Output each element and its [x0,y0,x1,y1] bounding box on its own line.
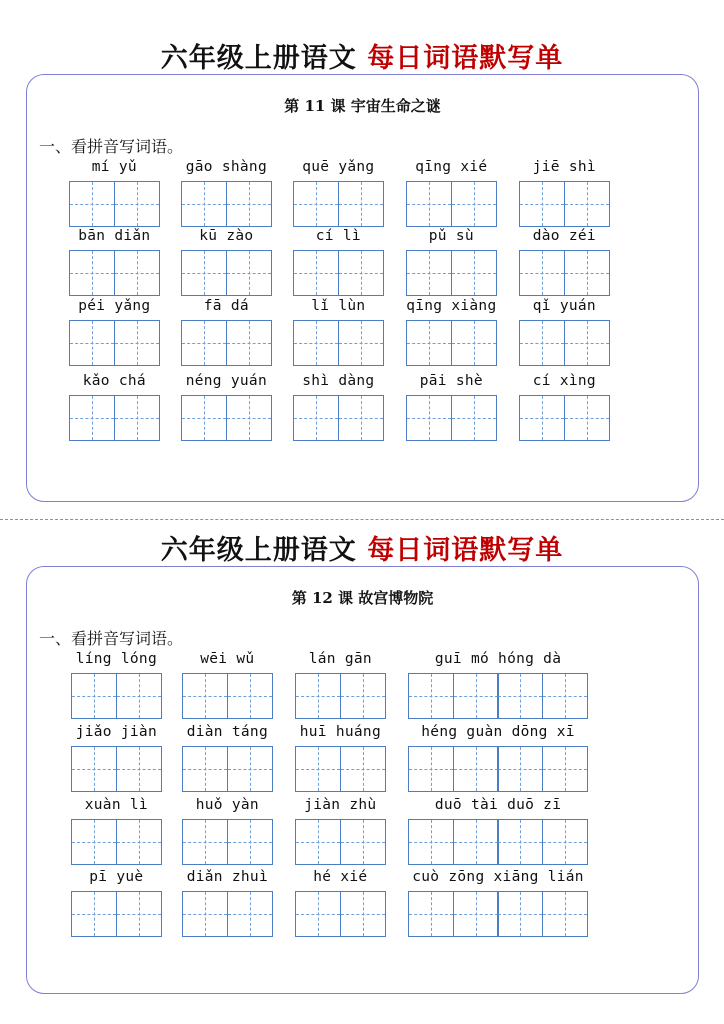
writing-cell[interactable] [564,320,610,366]
word-item [293,373,384,443]
writing-cell[interactable] [519,320,565,366]
word-item [71,724,162,794]
writing-boxes [293,320,384,366]
writing-boxes [69,320,160,366]
word-item [295,724,386,794]
writing-boxes [69,250,160,296]
writing-boxes [406,250,497,296]
pinyin-label: hé xié [313,869,368,885]
writing-cell[interactable] [114,320,160,366]
writing-cell[interactable] [293,395,339,441]
writing-cell[interactable] [406,395,452,441]
writing-cell[interactable] [71,819,117,865]
writing-cell[interactable] [497,746,543,792]
writing-cell[interactable] [340,891,386,937]
writing-boxes [295,819,386,865]
worksheet-1-title [0,36,724,75]
writing-cell[interactable] [453,819,499,865]
word-item [69,159,160,229]
pinyin-label: pī yuè [89,869,144,885]
writing-boxes [406,395,497,441]
word-item [182,651,273,721]
writing-boxes [408,819,588,865]
writing-cell[interactable] [564,395,610,441]
pinyin-label: xuàn lì [84,797,148,813]
writing-boxes [519,320,610,366]
word-item [69,228,160,298]
writing-boxes [181,181,272,227]
writing-cell[interactable] [542,746,588,792]
pinyin-label: péi yǎng [78,298,151,314]
writing-cell[interactable] [227,819,273,865]
word-item [69,298,160,368]
writing-cell[interactable] [340,819,386,865]
writing-boxes [519,395,610,441]
pinyin-label: jiǎo jiàn [75,724,157,740]
word-item [71,869,162,939]
lesson-title: 第 12 课 故宫博物院 [291,589,434,607]
writing-boxes [406,320,497,366]
writing-boxes [295,673,386,719]
writing-cell[interactable] [226,395,272,441]
writing-cell[interactable] [497,819,543,865]
writing-cell[interactable] [406,181,452,227]
writing-cell[interactable] [116,891,162,937]
writing-cell[interactable] [453,746,499,792]
writing-cell[interactable] [69,320,115,366]
writing-boxes [406,181,497,227]
worksheet-2-card [26,566,699,994]
title-accent: 每日词语默写单 [367,535,564,566]
writing-cell[interactable] [542,891,588,937]
pinyin-label: mí yǔ [91,159,137,175]
writing-cell[interactable] [71,891,117,937]
writing-cell[interactable] [181,181,227,227]
pinyin-label: cí lì [315,228,361,244]
instruction: 一、看拼音写词语。 [39,629,184,648]
writing-cell[interactable] [453,673,499,719]
word-item [71,797,162,867]
pinyin-label: dào zéi [532,228,596,244]
writing-cell[interactable] [451,181,497,227]
pinyin-label: cí xìng [532,373,596,389]
word-item [181,159,272,229]
writing-cell[interactable] [542,673,588,719]
writing-boxes [71,819,162,865]
worksheet-2-title [0,528,724,567]
word-item [181,373,272,443]
writing-cell[interactable] [338,395,384,441]
writing-cell[interactable] [408,673,454,719]
pinyin-label: néng yuán [185,373,267,389]
writing-cell[interactable] [451,395,497,441]
writing-cell[interactable] [182,746,228,792]
writing-cell[interactable] [564,250,610,296]
pinyin-label: pāi shè [419,373,483,389]
writing-boxes [182,746,273,792]
writing-cell[interactable] [69,181,115,227]
writing-cell[interactable] [406,250,452,296]
writing-cell[interactable] [69,250,115,296]
writing-cell[interactable] [340,746,386,792]
writing-boxes [519,181,610,227]
word-item [408,651,588,721]
word-item [293,298,384,368]
writing-cell[interactable] [227,746,273,792]
word-item [293,228,384,298]
word-item [406,298,497,368]
writing-cell[interactable] [497,673,543,719]
writing-boxes [181,250,272,296]
word-item [295,651,386,721]
writing-cell[interactable] [226,250,272,296]
writing-boxes [182,819,273,865]
word-item [69,373,160,443]
pinyin-label: bān diǎn [78,228,151,244]
writing-cell[interactable] [295,673,341,719]
writing-cell[interactable] [181,395,227,441]
word-item [406,373,497,443]
writing-cell[interactable] [497,891,543,937]
writing-cell[interactable] [519,181,565,227]
writing-boxes [71,746,162,792]
pinyin-label: pǔ sù [428,228,474,244]
writing-cell[interactable] [451,320,497,366]
writing-boxes [408,891,588,937]
word-item [293,159,384,229]
writing-boxes [408,673,588,719]
pinyin-label: duō tài duō zī [434,797,562,813]
lesson-title: 第 11 课 宇宙生命之谜 [284,97,441,115]
writing-cell[interactable] [181,250,227,296]
writing-boxes [69,395,160,441]
writing-cell[interactable] [69,395,115,441]
writing-boxes [182,673,273,719]
writing-cell[interactable] [408,891,454,937]
writing-cell[interactable] [293,250,339,296]
title-main: 六年级上册语文 [160,43,357,74]
writing-cell[interactable] [519,395,565,441]
pinyin-label: wēi wǔ [200,651,255,667]
writing-boxes [519,250,610,296]
writing-cell[interactable] [182,673,228,719]
pinyin-label: diǎn zhuì [186,869,268,885]
title-main: 六年级上册语文 [160,535,357,566]
writing-cell[interactable] [71,746,117,792]
writing-cell[interactable] [182,891,228,937]
word-item [519,228,610,298]
word-item [408,869,588,939]
writing-boxes [71,891,162,937]
writing-boxes [182,891,273,937]
writing-cell[interactable] [114,395,160,441]
writing-cell[interactable] [451,250,497,296]
writing-boxes [181,395,272,441]
writing-boxes [293,395,384,441]
writing-cell[interactable] [116,746,162,792]
pinyin-label: líng lóng [75,651,157,667]
writing-cell[interactable] [227,891,273,937]
pinyin-label: lán gān [308,651,372,667]
writing-cell[interactable] [338,250,384,296]
writing-cell[interactable] [340,673,386,719]
writing-boxes [293,250,384,296]
pinyin-label: fā dá [203,298,249,314]
writing-cell[interactable] [114,181,160,227]
writing-cell[interactable] [71,673,117,719]
worksheet-1-card [26,74,699,502]
writing-cell[interactable] [295,891,341,937]
cut-line [0,519,724,520]
writing-boxes [181,320,272,366]
pinyin-label: héng guàn dōng xī [421,724,575,740]
word-item [182,869,273,939]
pinyin-label: jiē shì [532,159,596,175]
writing-boxes [71,673,162,719]
pinyin-label: kǎo chá [82,373,146,389]
word-item [181,298,272,368]
writing-boxes [295,746,386,792]
pinyin-label: quē yǎng [302,159,375,175]
word-item [519,373,610,443]
pinyin-label: gāo shàng [185,159,267,175]
pinyin-label: cuò zōng xiāng lián [412,869,584,885]
writing-cell[interactable] [408,746,454,792]
pinyin-label: jiàn zhù [304,797,377,813]
word-item [181,228,272,298]
pinyin-label: kū zào [199,228,254,244]
instruction: 一、看拼音写词语。 [39,137,184,156]
pinyin-label: qǐ yuán [532,298,596,314]
word-item [406,159,497,229]
writing-cell[interactable] [338,320,384,366]
pinyin-label: shì dàng [302,373,375,389]
word-item [519,159,610,229]
writing-cell[interactable] [182,819,228,865]
writing-cell[interactable] [295,819,341,865]
writing-cell[interactable] [293,320,339,366]
pinyin-label: guī mó hóng dà [434,651,562,667]
pinyin-label: qīng xiàng [406,298,497,314]
writing-cell[interactable] [116,819,162,865]
writing-cell[interactable] [226,320,272,366]
writing-cell[interactable] [542,819,588,865]
writing-boxes [295,891,386,937]
writing-cell[interactable] [564,181,610,227]
word-item [295,869,386,939]
writing-cell[interactable] [116,673,162,719]
pinyin-label: diàn táng [186,724,268,740]
word-item [295,797,386,867]
writing-cell[interactable] [295,746,341,792]
writing-cell[interactable] [406,320,452,366]
word-item [71,651,162,721]
writing-cell[interactable] [181,320,227,366]
writing-cell[interactable] [226,181,272,227]
title-accent: 每日词语默写单 [367,43,564,74]
word-item [408,797,588,867]
pinyin-label: huī huáng [299,724,381,740]
writing-cell[interactable] [453,891,499,937]
writing-cell[interactable] [408,819,454,865]
writing-boxes [69,181,160,227]
writing-cell[interactable] [114,250,160,296]
pinyin-label: huǒ yàn [195,797,259,813]
word-item [182,797,273,867]
word-item [408,724,588,794]
writing-cell[interactable] [519,250,565,296]
pinyin-label: lǐ lùn [311,298,366,314]
writing-cell[interactable] [293,181,339,227]
word-item [182,724,273,794]
pinyin-label: qīng xié [415,159,488,175]
writing-boxes [293,181,384,227]
word-item [406,228,497,298]
writing-cell[interactable] [338,181,384,227]
writing-boxes [408,746,588,792]
word-item [519,298,610,368]
writing-cell[interactable] [227,673,273,719]
